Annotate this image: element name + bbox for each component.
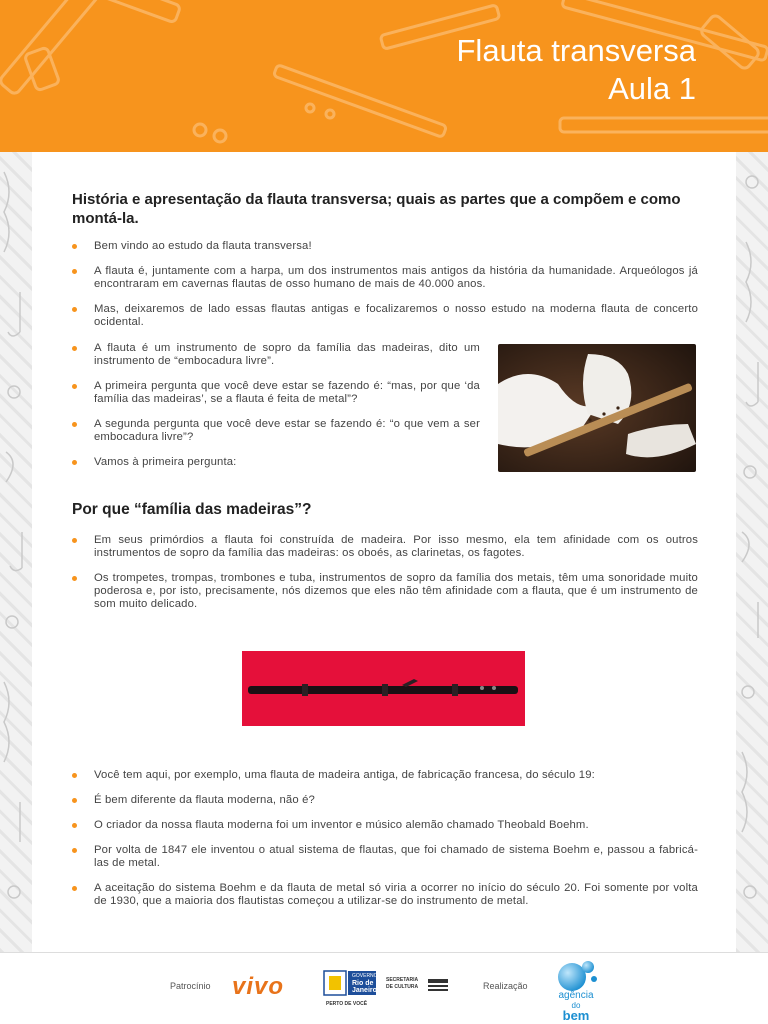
patrocinio-label: Patrocínio: [170, 981, 211, 991]
list-item: A segunda pergunta que você deve estar se fazendo é: “o que vem a ser embocadura livre”?: [72, 418, 480, 444]
section2-heading: Por que “família das madeiras”?: [72, 501, 312, 518]
list-item: A primeira pergunta que você deve estar se fazendo é: “mas, por que ‘da família das madeiras’, se a flauta é feita de metal”?: [72, 380, 480, 406]
list-item: Os trompetes, trompas, trombones e tuba, instrumentos de sopro da família dos metais, têm uma sonoridade muito poderosa e, por isto, precisamente, nós dizemos que eles não têm afinidade com a flauta, que é um instrumento de som muito delicado.: [72, 572, 698, 611]
vivo-logo: vivo: [232, 973, 285, 1000]
bone-flute-photo: [498, 344, 696, 472]
secretaria-line-1: SECRETARIA: [386, 977, 419, 983]
wooden-flute-photo: [242, 651, 525, 726]
realizacao-label: Realização: [483, 981, 528, 991]
section1-list-narrow: [72, 342, 480, 469]
agencia-wordmark: [546, 991, 606, 1021]
section1-list-wide: [72, 240, 698, 329]
gov-slogan: PERTO DE VOCÊ: [326, 1001, 368, 1007]
government-rio-logo: [322, 969, 462, 1013]
title-line-1: Flauta transversa: [456, 33, 696, 68]
title-line-2: Aula 1: [608, 71, 696, 106]
agencia-line-2: do: [571, 1001, 581, 1010]
list-item: Vamos à primeira pergunta:: [72, 456, 480, 469]
lesson-title: [457, 32, 697, 108]
list-item: Bem vindo ao estudo da flauta transversa!: [72, 240, 698, 253]
list-item: Mas, deixaremos de lado essas flautas antigas e focalizaremos o nosso estudo na moderna flauta de concerto ocidental.: [72, 303, 698, 329]
section2-list-after: [72, 769, 698, 908]
agencia-line-3: bem: [562, 1008, 590, 1023]
agencia-line-1: agência: [558, 990, 594, 1001]
list-item: Você tem aqui, por exemplo, uma flauta de madeira antiga, de fabricação francesa, do século 19:: [72, 769, 698, 782]
list-item: É bem diferente da flauta moderna, não é?: [72, 794, 698, 807]
gov-line-2: Rio de: [352, 980, 374, 987]
section2-list: [72, 534, 698, 611]
secretaria-line-2: DE CULTURA: [386, 984, 419, 990]
list-item: A aceitação do sistema Boehm e da flauta de metal só viria a ocorrer no início do século 20. Foi somente por volta de 1930, que a maioria dos flautistas começou a utilizar-se do instrumento de metal.: [72, 882, 698, 908]
list-item: O criador da nossa flauta moderna foi um inventor e músico alemão chamado Theobald Boehm.: [72, 819, 698, 832]
agencia-do-bem-logo: [546, 959, 606, 1021]
gov-line-3: Janeiro: [352, 987, 377, 994]
page-header: [0, 0, 768, 152]
right-music-pattern: [736, 152, 768, 952]
list-item: A flauta é, juntamente com a harpa, um dos instrumentos mais antigos da história da humanidade. Arqueólogos já encontraram em cavernas flautas de osso humano de mais de 40.000 anos.: [72, 265, 698, 291]
section1-heading: História e apresentação da flauta transversa; quais as partes que a compõem e como montá-la.: [72, 191, 681, 227]
sponsors-footer: [0, 952, 768, 1024]
left-music-pattern: [0, 152, 32, 952]
lesson-content: [32, 152, 736, 952]
list-item: Em seus primórdios a flauta foi construída de madeira. Por isso mesmo, ela tem afinidade com os outros instrumentos de sopro da família das madeiras: os oboés, as clarinetas, os fagotes.: [72, 534, 698, 560]
list-item: Por volta de 1847 ele inventou o atual sistema de flautas, que foi chamado de sistema Boehm e, passou a fabricá-las de metal.: [72, 844, 698, 870]
list-item: A flauta é um instrumento de sopro da família das madeiras, dito um instrumento de “embocadura livre”.: [72, 342, 480, 368]
gov-line-1: GOVERNO DO: [352, 973, 387, 979]
